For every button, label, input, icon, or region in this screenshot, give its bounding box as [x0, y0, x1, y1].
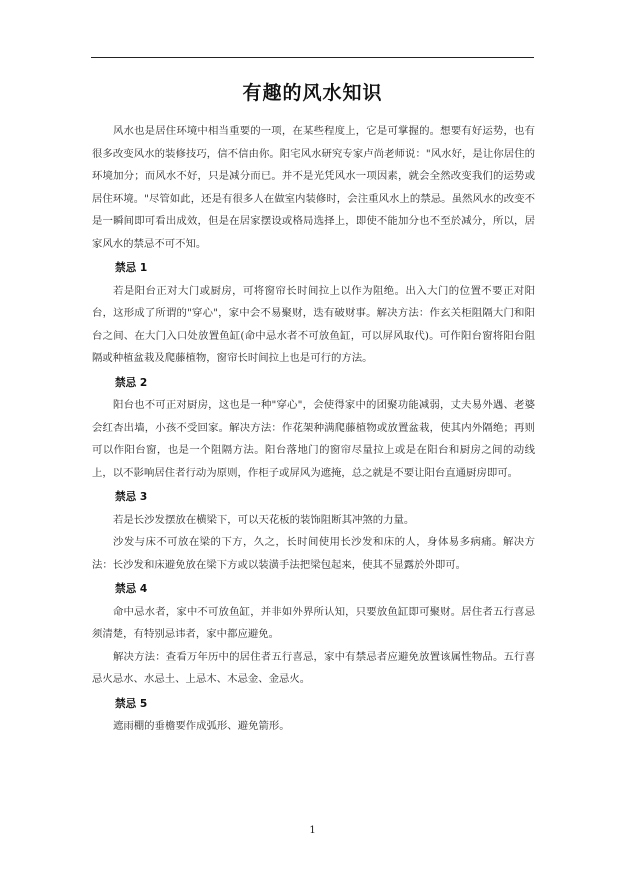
- taboo-4-paragraph-1: 命中忌水者，家中不可放鱼缸，并非如外界所认知，只要放鱼缸即可聚财。居住者五行喜忌须清楚，有特别忌讳者，家中都应避免。: [92, 605, 535, 640]
- taboo-3-paragraph-1: 若是长沙发摆放在横梁下，可以天花板的装饰阻断其冲煞的力量。: [113, 513, 415, 526]
- intro-paragraph: 风水也是居住环境中相当重要的一项，在某些程度上，它是可掌握的。想要有好运势，也有很多改变风水的装修技巧，信不信由你。阳宅风水研究专家卢尚老师说："风水好，是让你居住的环境加分；而风水不好，只是减分而已。并不是光凭风水一项因素，就会全然改变我们的运势或居住环境。"尽管如此，还是有很多人在做室内装修时，会注重风水上的禁忌。虽然风水的改变不是一瞬间即可看出成效，但是在居家摆设或格局选择上，即使不能加分也不至於减分，所以，居家风水的禁忌不可不知。: [92, 125, 535, 250]
- taboo-2-heading: 禁忌 2: [115, 376, 148, 389]
- document-body: [92, 120, 535, 738]
- taboo-4-paragraph-2: 解决方法：查看万年历中的居住者五行喜忌，家中有禁忌者应避免放置该属性物品。五行喜忌火忌水、水忌土、上忌木、木忌金、金忌火。: [92, 650, 535, 685]
- taboo-5-paragraph: 遮雨棚的垂檐要作成弧形、避免箭形。: [113, 720, 290, 732]
- taboo-2-paragraph: 阳台也不可正对厨房，这也是一种"穿心"，会使得家中的团聚功能减弱，丈夫易外遇、老婆会红杏出墙，小孩不受回家。解决方法：作花架种满爬藤植物或放置盆栽，使其内外隔绝；再则可以作阳台窗，也是一个阻隔方法。阳台落地门的窗帘尽量拉上或是在阳台和厨房之间的动线上，以不影响居住者行动为原则，作柜子或屏风为遮掩，总之就是不要让阳台直通厨房即可。: [92, 399, 535, 479]
- page-number: 1: [309, 825, 316, 836]
- taboo-3-heading: 禁忌 3: [115, 491, 148, 503]
- taboo-4-heading: 禁忌 4: [115, 583, 148, 595]
- taboo-3-paragraph-2: 沙发与床不可放在梁的下方，久之，长时间使用长沙发和床的人，身体易多病痛。解决方法：长沙发和床避免放在梁下方或以装潢手法把梁包起来，使其不显露於外即可。: [92, 536, 535, 571]
- taboo-5-heading: 禁忌 5: [115, 697, 148, 710]
- header-rule: [91, 57, 534, 58]
- taboo-1-paragraph: 若是阳台正对大门或厨房，可将窗帘长时间拉上以作为阻绝。出入大门的位置不要正对阳台，这形成了所谓的"穿心"，家中会不易聚财，迭有破财事。解决方法：作玄关柜阻隔大门和阳台之间、在大门入口处放置鱼缸(命中忌水者不可放鱼缸，可以屏风取代)。可作阳台窗将阳台阻隔或种植盆栽及爬藤植物，窗帘长时间拉上也是可行的方法。: [92, 284, 535, 364]
- document-title: 有趣的风水知识: [242, 82, 383, 104]
- taboo-1-heading: 禁忌 1: [115, 262, 148, 274]
